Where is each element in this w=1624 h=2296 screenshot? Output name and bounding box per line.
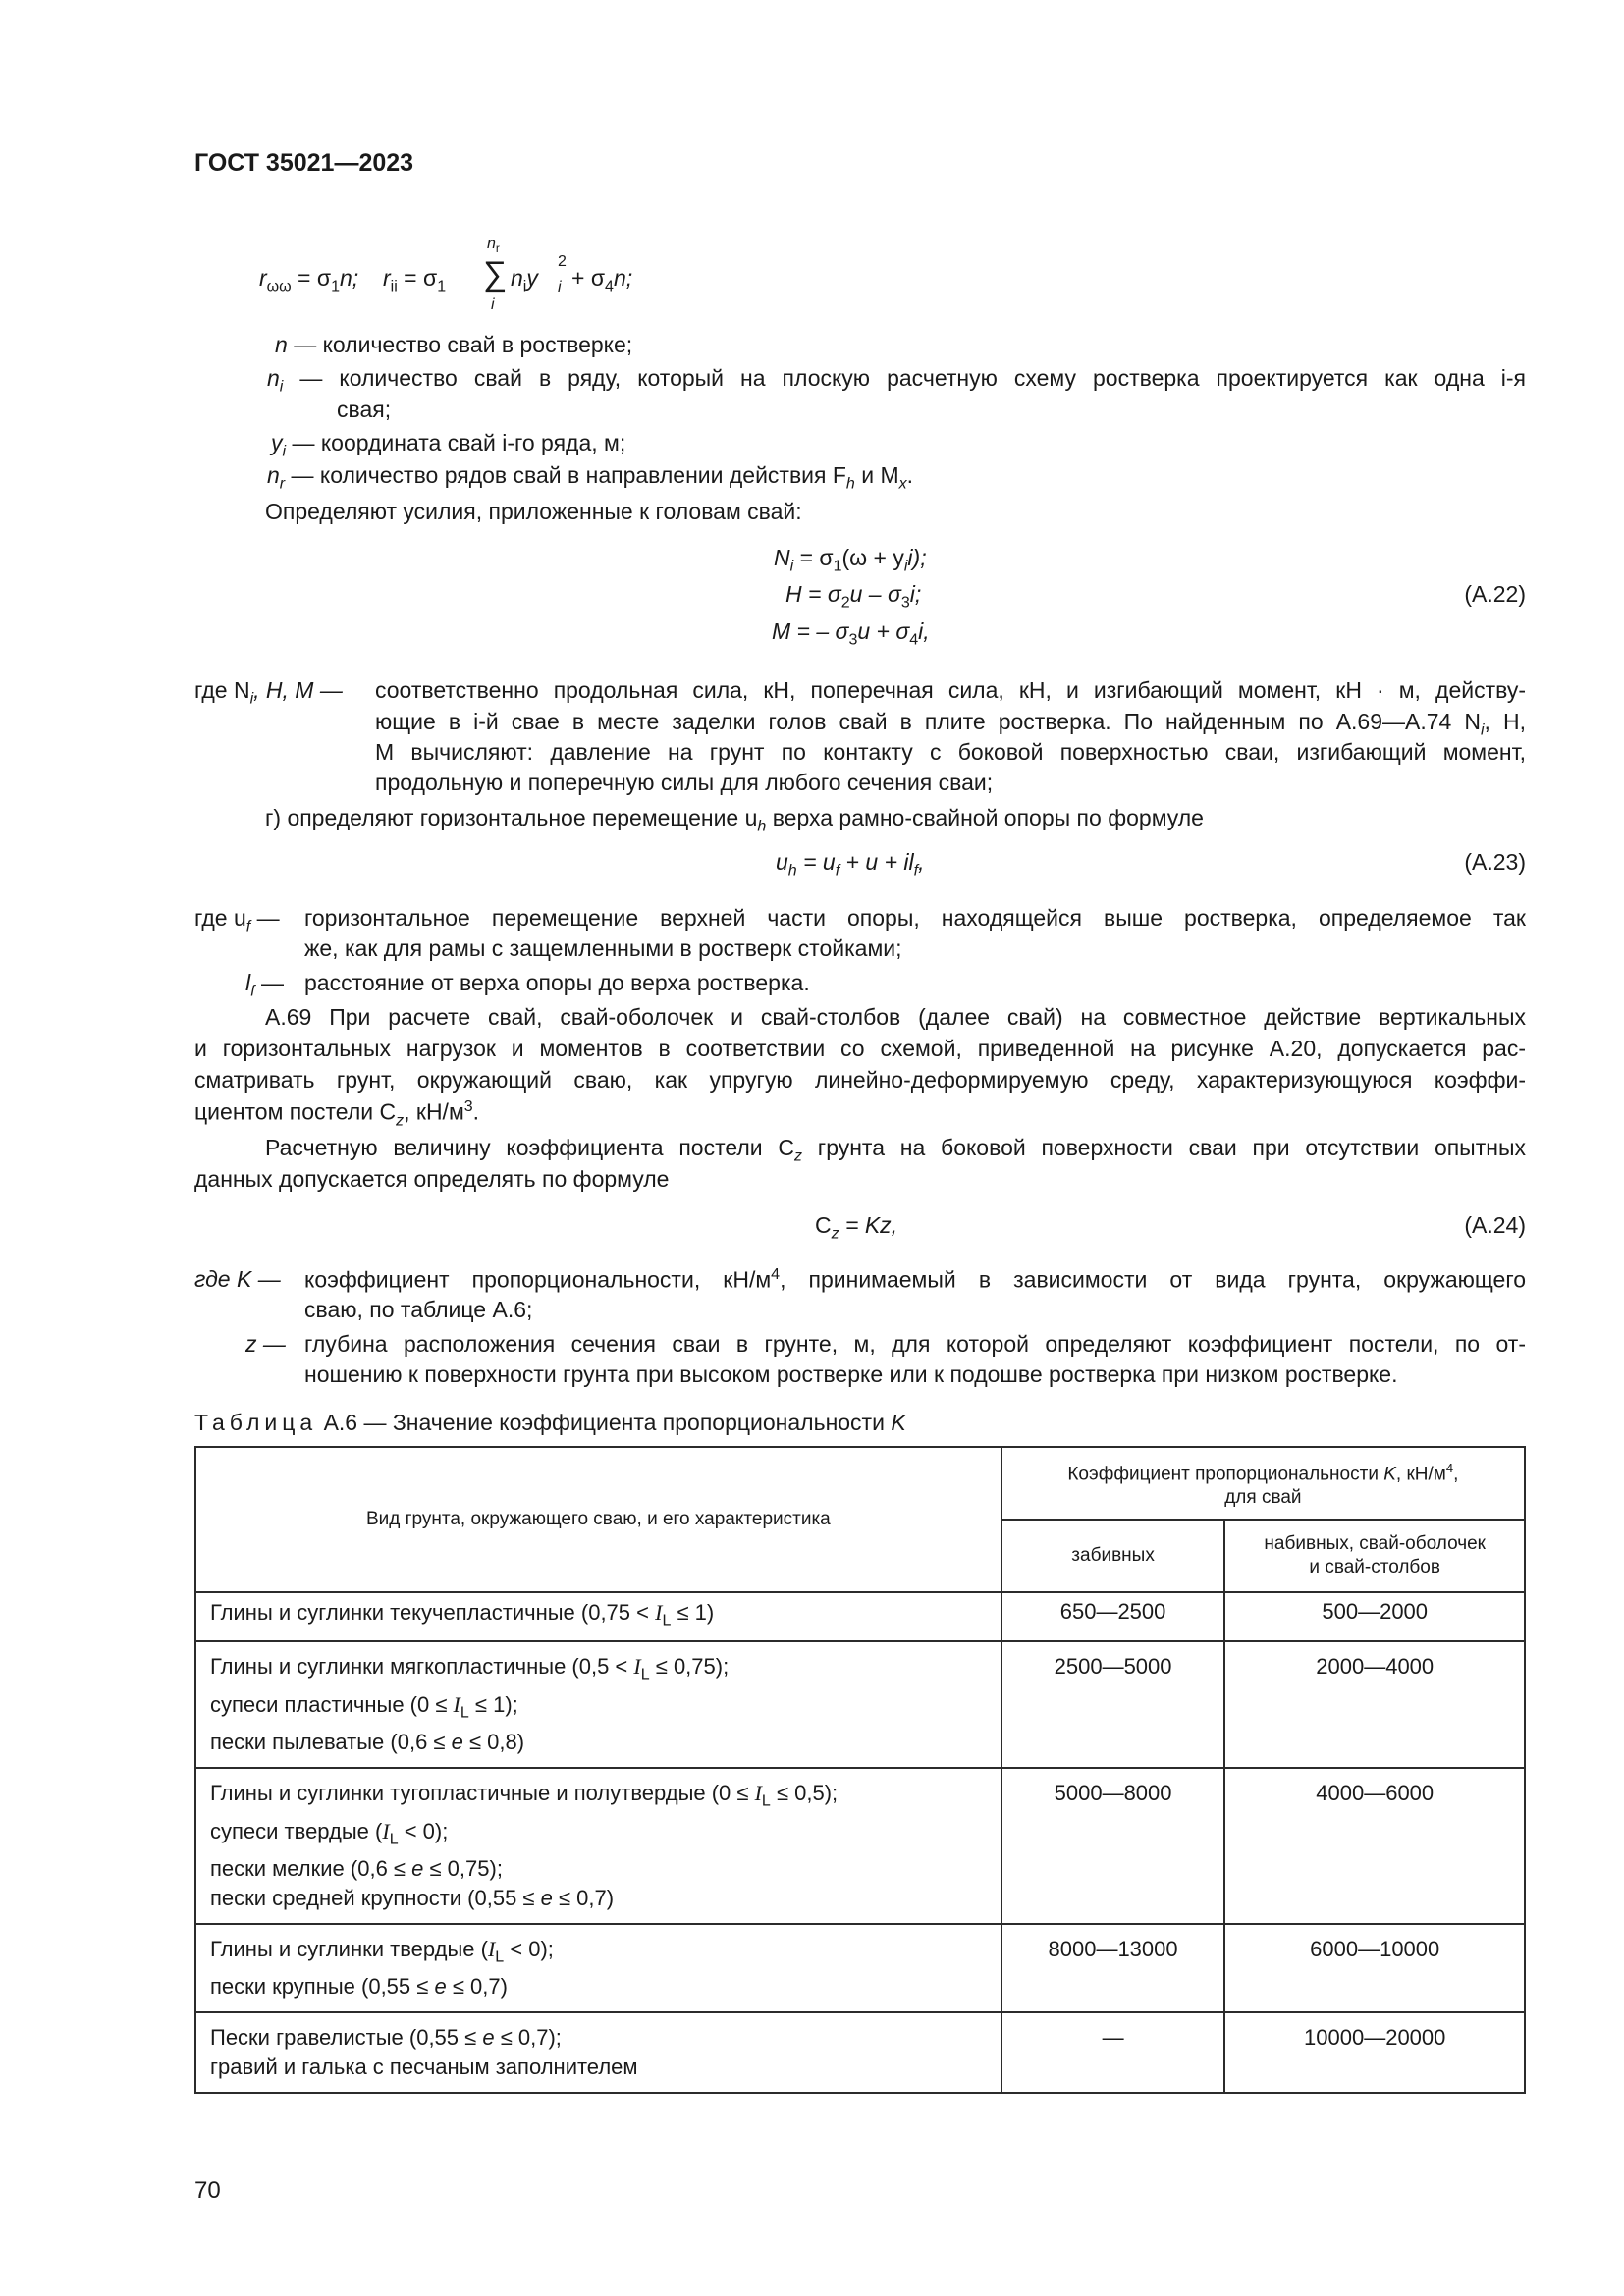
cell-bored: 4000—6000	[1224, 1768, 1525, 1924]
a69-l4	[194, 1098, 479, 1130]
eq23-end: ,	[918, 849, 925, 875]
wf-lead-sub: i	[249, 690, 254, 708]
f-eq1-tail: n;	[339, 265, 359, 291]
f-term-y-sup: 2	[558, 253, 567, 270]
wf-l2-sub: i	[1480, 721, 1485, 739]
cell-soil-line: пески средней крупности (0,55 ≤ e ≤ 0,7)	[210, 1885, 615, 1910]
th-col2-line2: и свай-столбов	[1309, 1557, 1440, 1577]
eq23-formula	[776, 849, 924, 881]
cell-soil-line: Глины и суглинки мягкопластичные $(0,5 < I_L \le 0,75)$;	[210, 1654, 730, 1683]
f-eq1: = σ	[291, 265, 332, 291]
eq22-l3-s: 3	[848, 631, 858, 649]
cell-soil	[195, 1592, 1001, 1641]
table-row	[195, 1768, 1525, 1924]
cz-l1-end: грунта на боковой поверхности сваи при отсутствии опытных	[802, 1135, 1526, 1160]
eq22-l3: M = – σ	[772, 618, 849, 644]
wf-l4: продольную и поперечную силы для любого сечения сваи;	[375, 770, 994, 795]
cell-soil	[195, 1641, 1001, 1768]
cell-soil-line: гравий и галька с песчаным заполнителем	[210, 2055, 638, 2080]
table-body	[195, 1592, 1525, 2093]
def-uf-l1: горизонтальное перемещение верхней части опоры, находящейся выше ростверка, определяемое так	[304, 905, 1526, 931]
def-lf-lead	[245, 970, 284, 1001]
eq22-l2-s: 2	[840, 594, 850, 612]
cell-driven: —	[1001, 2012, 1225, 2093]
f-sum-bottom: i	[491, 296, 495, 313]
def-yi-sub: i	[282, 443, 287, 460]
f-term-n-sub: i	[522, 278, 527, 295]
def-nr-sym: n	[267, 462, 280, 488]
eq22-l2-mid: u – σ	[849, 581, 901, 607]
eq23-number: (А.23)	[1464, 849, 1526, 875]
th-coef-b: , кН/м	[1395, 1464, 1446, 1485]
def-ni-cont: свая;	[337, 397, 392, 422]
table-caption-rest: А.6 — Значение коэффициента пропорциональности	[317, 1410, 892, 1435]
table-caption	[194, 1410, 906, 1436]
cz-l2: данных допускается определять по формуле	[194, 1166, 670, 1192]
eq23-lhs-sub: h	[787, 862, 797, 880]
th-soil: Вид грунта, окружающего сваю, и его характеристика	[195, 1447, 1001, 1592]
def-nr-end: .	[906, 462, 914, 488]
eq22-l2-end: i;	[909, 581, 922, 607]
table-row	[195, 1924, 1525, 2012]
eq22-l1-rest: = σ	[793, 545, 834, 570]
eq22-l1-end: i);	[907, 545, 927, 570]
th-coef-c: ,	[1453, 1464, 1459, 1485]
eq24-rhs: = Kz,	[839, 1212, 898, 1238]
def-ni-text: — количество свай в ряду, который на плоскую расчетную схему ростверка проектируется как одна i-я	[299, 365, 1526, 391]
def-nr-text: — количество рядов свай в направлении действия F	[291, 462, 846, 488]
cell-bored: 6000—10000	[1224, 1924, 1525, 2012]
f-eq2: = σ	[397, 265, 438, 291]
def-lf-dash: —	[254, 970, 284, 995]
table-caption-word: Таблица	[194, 1410, 318, 1435]
f-r2: r	[383, 265, 391, 291]
def-uf-lead-text: где u	[194, 905, 246, 931]
def-nr-mid: и M	[854, 462, 899, 488]
eq22-number: (А.22)	[1464, 581, 1526, 607]
def-uf-sub: f	[245, 918, 251, 935]
a69-l2: и горизонтальных нагрузок и моментов в соответствии со схемой, приведенной на рисунке А.20, допускается рас-	[194, 1036, 1526, 1061]
th-coef-line1	[1002, 1457, 1524, 1486]
cell-soil-line: пески крупные (0,55 ≤ e ≤ 0,7)	[210, 1974, 508, 2000]
a69-l4-dot: .	[472, 1098, 480, 1125]
f-term-n: n	[511, 265, 523, 291]
wf-l2-end: , H,	[1484, 709, 1526, 734]
a69-l4-sub: z	[396, 1112, 405, 1130]
eq24-lhs-sub: z	[831, 1225, 839, 1243]
wf-l3: M вычисляют: давление на грунт по контакту с боковой поверхностью сваи, изгибающий момент,	[375, 739, 1526, 765]
eq22-l3-mid: u + σ	[857, 618, 910, 644]
cz-l1-text: Расчетную величину коэффициента постели C	[265, 1135, 795, 1160]
eq24-formula	[815, 1212, 897, 1244]
cell-soil-line: пески мелкие (0,6 ≤ e ≤ 0,75);	[210, 1855, 503, 1881]
def-z-lead: z —	[245, 1331, 286, 1357]
eq23-rhs-mid: + u + il	[839, 849, 914, 875]
item-g-sub: h	[757, 818, 767, 835]
cell-soil	[195, 1768, 1001, 1924]
f-r1-sub: ωω	[266, 278, 292, 295]
eq24-number: (А.24)	[1464, 1212, 1526, 1238]
cell-bored: 2000—4000	[1224, 1641, 1525, 1768]
def-ni	[267, 365, 1526, 397]
cell-soil	[195, 1924, 1001, 2012]
table-row	[195, 2012, 1525, 2093]
wf-lead-rest: , H, M —	[253, 677, 343, 703]
cell-soil-line: Глины и суглинки тугопластичные и полутвердые $(0 \le I_L \le 0,5)$;	[210, 1781, 839, 1810]
f-term-y: y	[526, 265, 538, 291]
eq22-l1-sub: i	[789, 558, 794, 575]
cell-soil-line: супеси твердые $(I_L < 0)$;	[210, 1818, 449, 1847]
f-sum: ∑	[483, 255, 508, 293]
a69-l4-sup: 3	[463, 1098, 473, 1115]
def-k-lead: где K —	[194, 1266, 281, 1292]
def-nr-fsub: h	[845, 475, 855, 493]
cell-driven: 2500—5000	[1001, 1641, 1225, 1768]
th-col2-line1: набивных, свай-оболочек	[1264, 1533, 1486, 1554]
eq22-l2: H = σ	[785, 581, 841, 607]
a69-l4-end: , кН/м	[404, 1098, 464, 1125]
th-col1: забивных	[1001, 1520, 1225, 1592]
def-k-l1	[304, 1266, 1526, 1294]
page-number: 70	[194, 2177, 221, 2204]
cell-soil-line: Глины и суглинки твердые $(I_L < 0)$;	[210, 1936, 554, 1966]
def-k-l2: сваю, по таблице А.6;	[304, 1297, 533, 1322]
th-coef-sup: 4	[1445, 1460, 1454, 1475]
eq22-l3-s2: 4	[909, 631, 919, 649]
def-k-sup: 4	[771, 1266, 781, 1283]
f-eq1-sub: 1	[331, 278, 340, 295]
eq22-l1-s: 1	[833, 558, 842, 575]
a69-l1: А.69 При расчете свай, свай-оболочек и свай-столбов (далее свай) на совместное действие вертикальных	[265, 1004, 1526, 1030]
def-uf-dash: —	[250, 905, 280, 931]
def-lf-sub: f	[250, 983, 255, 1000]
def-yi-sym: y	[271, 430, 283, 455]
f-term-y-sub: i	[558, 279, 562, 295]
eq22-l1-tail: (ω + y	[841, 545, 904, 570]
cell-soil-line: пески пылеватые (0,6 ≤ e ≤ 0,8)	[210, 1730, 525, 1755]
eq22-line2	[785, 581, 921, 613]
f-eq2-sub: 1	[437, 278, 447, 295]
eq22-l2-s2: 3	[900, 594, 910, 612]
eq24-lhs: C	[815, 1212, 832, 1238]
def-nr	[267, 462, 913, 494]
cz-l1-sub: z	[794, 1148, 803, 1165]
cell-soil	[195, 2012, 1001, 2093]
def-lf-sym: l	[245, 970, 251, 995]
table-row	[195, 1641, 1525, 1768]
wf-l1: соответственно продольная сила, кН, поперечная сила, кН, и изгибающий момент, кН · м, действу-	[375, 677, 1526, 703]
cell-soil-line: Глины и суглинки текучепластичные $(0,75 < I_L \le 1)$	[210, 1600, 715, 1629]
cell-driven: 650—2500	[1001, 1592, 1225, 1641]
th-coef	[1001, 1447, 1525, 1520]
def-k-l1b: , принимаемый в зависимости от вида грунта, окружающего	[780, 1266, 1526, 1293]
wf-l2	[375, 709, 1526, 740]
def-n-sym: n	[275, 332, 288, 357]
th-coef-a: Коэффициент пропорциональности	[1067, 1464, 1384, 1485]
eq22-l1-yi: i	[903, 558, 908, 575]
def-z-l2: ношению к поверхности грунта при высоком ростверке или к подошве ростверка при низком ростверке.	[304, 1362, 1398, 1387]
table-row	[195, 1592, 1525, 1641]
th-coef-k: K	[1383, 1464, 1396, 1485]
f-sum-top: n	[487, 236, 496, 252]
def-k-l1a: коэффициент пропорциональности, кН/м	[304, 1266, 772, 1293]
a69-l4-text: циентом постели C	[194, 1098, 397, 1125]
item-g	[265, 805, 1204, 836]
f-r1: r	[259, 265, 267, 291]
eq22-l3-end: i,	[918, 618, 930, 644]
eq23-rhs: = u	[796, 849, 836, 875]
cell-driven: 5000—8000	[1001, 1768, 1225, 1924]
where-forces-lead	[194, 677, 343, 709]
f-tail: n;	[613, 265, 633, 291]
th-col2	[1224, 1520, 1525, 1592]
def-yi	[271, 430, 625, 461]
def-n-text: — количество свай в ростверке;	[294, 332, 633, 357]
def-nr-msub: x	[898, 475, 907, 493]
def-nr-sub: r	[279, 475, 286, 493]
eq23-rhs-sub2: f	[913, 862, 919, 880]
formula-r	[259, 236, 750, 314]
def-z-l1: глубина расположения сечения сваи в грунте, м, для которой определяют коэффициент постели, по от-	[304, 1331, 1526, 1357]
def-lf-text: расстояние от верха опоры до верха ростверка.	[304, 970, 810, 995]
cell-bored: 500—2000	[1224, 1592, 1525, 1641]
th-coef-line2: для свай	[1224, 1487, 1302, 1509]
wf-lead: где N	[194, 677, 250, 703]
eq22-line1	[774, 545, 927, 576]
eq22-l1-N: N	[774, 545, 790, 570]
eq23-rhs-sub: f	[835, 862, 840, 880]
f-sum-top-sub: r	[495, 241, 500, 256]
eq22-line3	[772, 618, 930, 650]
doc-header: ГОСТ 35021—2023	[194, 149, 414, 177]
def-ni-sym: n	[267, 365, 280, 391]
cell-soil-line: Пески гравелистые (0,55 ≤ e ≤ 0,7);	[210, 2025, 562, 2051]
item-g-end: верха рамно-свайной опоры по формуле	[766, 805, 1204, 830]
def-uf-lead	[194, 905, 280, 936]
item-g-text: г) определяют горизонтальное перемещение u	[265, 805, 758, 830]
table-a6	[194, 1446, 1526, 2094]
f-r2-sub: ii	[390, 278, 398, 295]
f-plus: + σ	[571, 265, 606, 291]
cz-l1	[265, 1135, 1526, 1166]
cell-driven: 8000—13000	[1001, 1924, 1225, 2012]
cell-soil-line: супеси пластичные $(0 \le I_L \le 1)$;	[210, 1691, 518, 1722]
a69-l3: сматривать грунт, окружающий сваю, как упругую линейно-деформируемую среду, характеризующуюся коэффи-	[194, 1067, 1526, 1093]
def-uf-l2: же, как для рамы с защемленными в ростверк стойками;	[304, 935, 902, 961]
p-forces: Определяют усилия, приложенные к головам свай:	[265, 499, 802, 524]
eq23-lhs: u	[776, 849, 788, 875]
f-plus-sub: 4	[605, 278, 614, 295]
table-caption-k: K	[891, 1410, 906, 1435]
def-ni-sub: i	[279, 378, 284, 396]
def-n	[275, 332, 632, 358]
def-yi-text: — координата свай i-го ряда, м;	[292, 430, 626, 455]
wf-l2-text: ющие в i-й свае в месте заделки голов свай в плите ростверка. По найденным по А.69—А.74 N	[375, 709, 1481, 734]
cell-bored: 10000—20000	[1224, 2012, 1525, 2093]
